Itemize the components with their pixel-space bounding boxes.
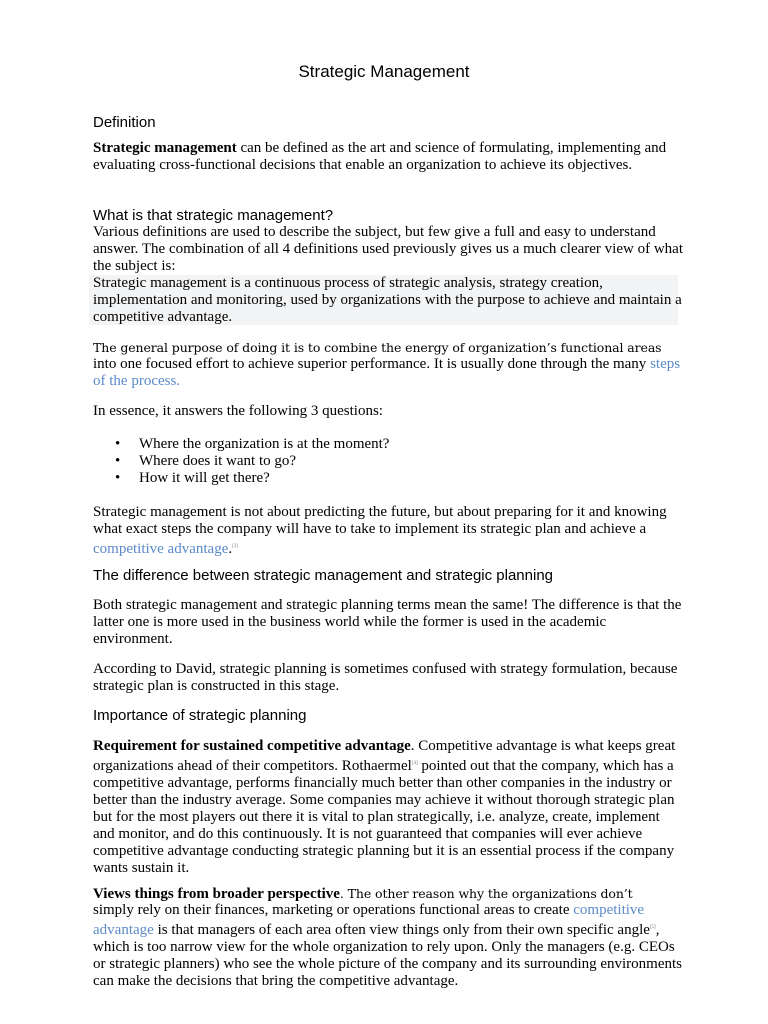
importance-heading: Importance of strategic planning	[93, 707, 307, 724]
reference-mark[interactable]: [4]	[411, 761, 418, 766]
definition-text: can be defined as the art and science of formulating, implementing and evaluating cross-functional decisions that enable an organization to achieve its objectives.	[93, 140, 667, 173]
importance-paragraph-2-continued	[93, 902, 683, 990]
importance-text-b: pointed out that the company, which has a competitive advantage, performs financially much better than other companies in the industry or better than the industry average. Some companies may achieve it without thorough strategic plan but for the most players out there it is vital to plan strategically, i.e. analyze, create, implement and monitor, and do this continuously. It is not guaranteed that companies will ever achieve competitive advantage conducting strategic planning but it is an essential process if the company wants sustain it.	[93, 758, 675, 876]
perspective-text-d: , which is too narrow view for the whole organization to rely upon. Only the managers (e.g. CEOs or strategic planners) who see the whole picture of the company and its surrounding environments can make the decisions that bring the competitive advantage.	[93, 922, 683, 989]
what-is-heading: What is that strategic management?	[93, 207, 334, 224]
importance-paragraph-1	[93, 738, 683, 877]
definition-heading: Definition	[93, 114, 156, 131]
bullet-icon: •	[115, 436, 121, 452]
list-item	[93, 453, 683, 470]
purpose-paragraph	[93, 356, 683, 390]
importance-paragraph-2	[93, 885, 683, 903]
questions-list	[93, 436, 683, 487]
difference-paragraph-1: Both strategic management and strategic planning terms mean the same! The difference is that the latter one is more used in the business world while the former is used in the academic environment.	[93, 597, 682, 647]
bullet-icon: •	[115, 453, 121, 469]
perspective-term: Views things from broader perspective	[93, 886, 340, 902]
essence-intro: In essence, it answers the following 3 questions:	[93, 403, 383, 419]
steps-of-process-link[interactable]: steps of the process.	[93, 356, 681, 389]
not-predicting-text: Strategic management is not about predicting the future, but about preparing for it and knowing what exact steps the company will have to take to implement its strategic plan and achieve a	[93, 504, 667, 537]
perspective-text-b: simply rely on their finances, marketing or operations functional areas to create	[93, 902, 574, 918]
question-text: Where the organization is at the moment?	[139, 436, 390, 452]
difference-heading: The difference between strategic management and strategic planning	[93, 567, 554, 584]
purpose-text: into one focused effort to achieve superior performance. It is usually done through the many	[93, 356, 651, 372]
highlight-definition: Strategic management is a continuous process of strategic analysis, strategy creation, implementation and monitoring, used by organizations with the purpose to achieve and maintain a competitive advantage.	[93, 275, 682, 325]
perspective-text-c: is that managers of each area often view things only from their own specific angle	[153, 922, 650, 938]
list-item	[93, 470, 683, 487]
definition-paragraph	[93, 140, 683, 174]
what-is-paragraph: Various definitions are used to describe the subject, but few give a full and easy to understand answer. The combination of all 4 definitions used previously gives us a much clearer view of what the subject is:	[93, 224, 683, 274]
importance-text-a: . Competitive advantage is what keeps great organizations ahead of their competitors. Rothaermel	[93, 738, 676, 774]
page-title: Strategic Management	[298, 62, 470, 81]
purpose-line-1: The general purpose of doing it is to combine the energy of organization’s functional areas	[93, 340, 662, 355]
perspective-text-a: . The other reason why the organizations don’t	[339, 886, 633, 901]
competitive-advantage-link[interactable]: competitive advantage	[93, 541, 229, 557]
advantage-term: Requirement for sustained competitive advantage	[93, 738, 411, 754]
not-predicting-paragraph: Strategic management is not about predicting the future, but about preparing for it and knowing what exact steps the company will have to take to implement its strategic plan and achieve a competitive advantage.[3]	[93, 504, 667, 557]
question-text: How it will get there?	[139, 470, 270, 486]
list-item	[93, 436, 683, 453]
competitive-advantage-link[interactable]: competitive advantage	[93, 902, 645, 938]
question-text: Where does it want to go?	[139, 453, 297, 469]
bullet-icon: •	[115, 470, 121, 486]
definition-term: Strategic management	[93, 140, 237, 156]
reference-mark[interactable]: [5]	[649, 925, 656, 930]
difference-paragraph-2: According to David, strategic planning is sometimes confused with strategy formulation, because strategic plan is constructed in this stage.	[93, 661, 678, 694]
reference-mark[interactable]: [3]	[232, 544, 238, 549]
